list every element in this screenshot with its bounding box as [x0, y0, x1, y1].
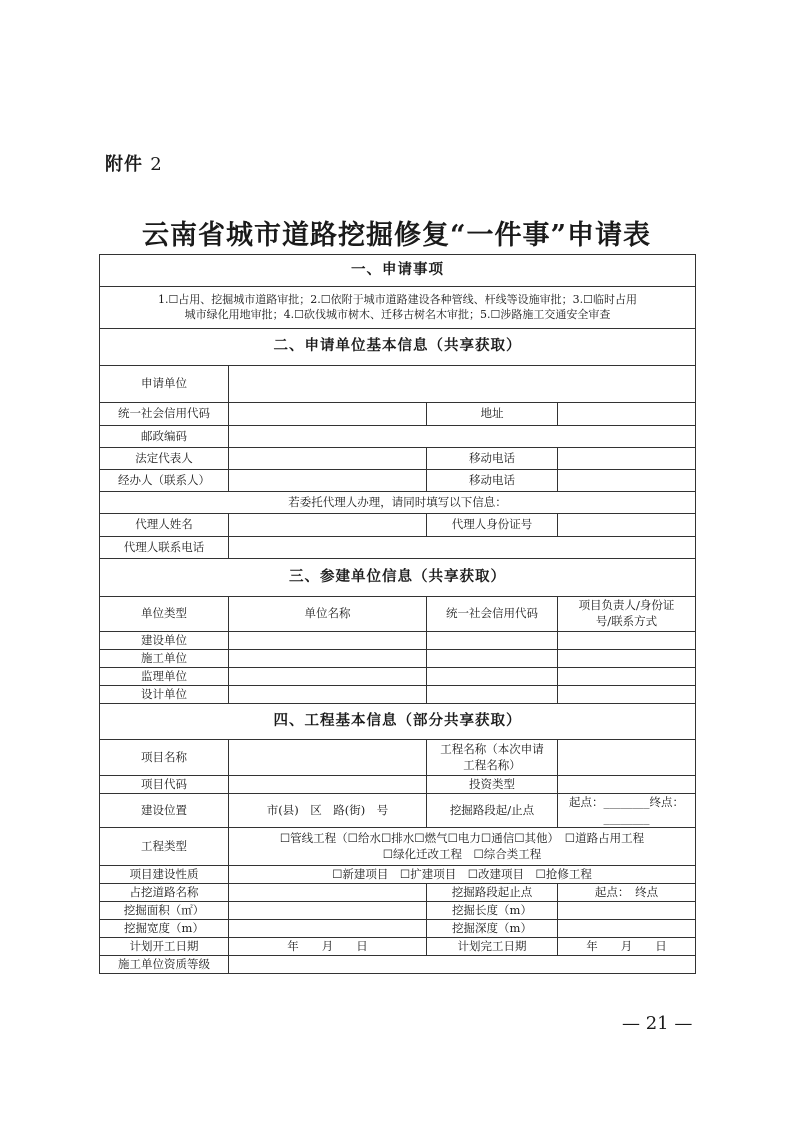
dig-width-field[interactable]	[229, 920, 427, 938]
table-cell[interactable]	[229, 668, 427, 686]
project-code-field[interactable]	[229, 776, 427, 794]
agent-phone-field[interactable]	[229, 537, 696, 559]
agent-name-label: 代理人姓名	[100, 514, 229, 537]
location-field[interactable]: 市(县) 区 路(街) 号	[229, 794, 427, 828]
row-construction-unit: 建设单位	[100, 632, 229, 650]
dig-depth-field[interactable]	[558, 920, 696, 938]
attachment-label: 附件 2	[105, 154, 163, 175]
table-cell[interactable]	[229, 650, 427, 668]
table-cell[interactable]	[427, 686, 558, 704]
table-cell[interactable]	[229, 632, 427, 650]
project-name-field[interactable]	[229, 740, 427, 776]
nature-options[interactable]: ☐新建项目 ☐扩建项目 ☐改建项目 ☐抢修工程	[229, 866, 696, 884]
application-items-options[interactable]: 1.☐占用、挖掘城市道路审批；2.☐依附于城市道路建设各种管线、杆线等设施审批；3.☐临时占用 城市绿化用地审批；4.☐砍伐城市树木、迁移古树名木审批；5.☐涉路施工交通安全审查	[100, 287, 696, 329]
table-cell[interactable]	[558, 632, 696, 650]
credit-code-label: 统一社会信用代码	[100, 403, 229, 426]
handler-field[interactable]	[229, 470, 427, 492]
dig-area-label: 挖掘面积（㎡）	[100, 902, 229, 920]
dig-area-field[interactable]	[229, 902, 427, 920]
plan-start-label: 计划开工日期	[100, 938, 229, 956]
dig-depth-label: 挖掘深度（m）	[427, 920, 558, 938]
form-title: 云南省城市道路挖掘修复“一件事”申请表	[141, 220, 652, 251]
page-number: — 21 —	[622, 1013, 693, 1034]
table-cell[interactable]	[427, 650, 558, 668]
section4-heading: 四、工程基本信息（部分共享获取）	[100, 704, 696, 740]
occupied-road-label: 占挖道路名称	[100, 884, 229, 902]
row-supervision-unit: 监理单位	[100, 668, 229, 686]
table-cell[interactable]	[558, 668, 696, 686]
dig-length-label: 挖掘长度（m）	[427, 902, 558, 920]
agent-id-label: 代理人身份证号	[427, 514, 558, 537]
dig-width-label: 挖掘宽度（m）	[100, 920, 229, 938]
agent-name-field[interactable]	[229, 514, 427, 537]
investment-type-field[interactable]	[558, 776, 696, 794]
application-form-table	[99, 254, 696, 974]
row-design-unit: 设计单位	[100, 686, 229, 704]
address-field[interactable]	[558, 403, 696, 426]
address-label: 地址	[427, 403, 558, 426]
engineering-name-label: 工程名称（本次申请 工程名称）	[427, 740, 558, 776]
row-contractor-unit: 施工单位	[100, 650, 229, 668]
engineering-name-field[interactable]	[558, 740, 696, 776]
postal-code-field[interactable]	[229, 426, 696, 448]
investment-type-label: 投资类型	[427, 776, 558, 794]
agent-id-field[interactable]	[558, 514, 696, 537]
location-label: 建设位置	[100, 794, 229, 828]
col-unit-name: 单位名称	[229, 597, 427, 632]
table-cell[interactable]	[558, 686, 696, 704]
table-cell[interactable]	[229, 686, 427, 704]
table-cell[interactable]	[427, 668, 558, 686]
dig-length-field[interactable]	[558, 902, 696, 920]
handler-label: 经办人（联系人）	[100, 470, 229, 492]
qualification-label: 施工单位资质等级	[100, 956, 229, 974]
legal-rep-field[interactable]	[229, 448, 427, 470]
table-cell[interactable]	[558, 650, 696, 668]
handler-mobile-field[interactable]	[558, 470, 696, 492]
plan-end-field[interactable]: 年 月 日	[558, 938, 696, 956]
eng-type-options[interactable]: ☐管线工程（☐给水☐排水☐燃气☐电力☐通信☐其他） ☐道路占用工程 ☐绿化迁改工程 ☐综合类工程	[229, 828, 696, 866]
legal-rep-label: 法定代表人	[100, 448, 229, 470]
handler-mobile-label: 移动电话	[427, 470, 558, 492]
eng-type-label: 工程类型	[100, 828, 229, 866]
dig-section-field[interactable]: 起点：________终点： ________	[558, 794, 696, 828]
col-contact: 项目负责人/身份证 号/联系方式	[558, 597, 696, 632]
nature-label: 项目建设性质	[100, 866, 229, 884]
credit-code-field[interactable]	[229, 403, 427, 426]
col-unit-type: 单位类型	[100, 597, 229, 632]
occupied-road-field[interactable]	[229, 884, 427, 902]
applicant-unit-field[interactable]	[229, 366, 696, 403]
legal-rep-mobile-label: 移动电话	[427, 448, 558, 470]
section2-heading: 二、申请单位基本信息（共享获取）	[100, 329, 696, 366]
plan-end-label: 计划完工日期	[427, 938, 558, 956]
agent-note: 若委托代理人办理，请同时填写以下信息：	[100, 492, 696, 514]
dig-section-label: 挖掘路段起/止点	[427, 794, 558, 828]
dig-start-end-field[interactable]: 起点： 终点	[558, 884, 696, 902]
dig-start-end-label: 挖掘路段起止点	[427, 884, 558, 902]
section3-heading: 三、参建单位信息（共享获取）	[100, 559, 696, 597]
applicant-unit-label: 申请单位	[100, 366, 229, 403]
agent-phone-label: 代理人联系电话	[100, 537, 229, 559]
col-credit-code: 统一社会信用代码	[427, 597, 558, 632]
qualification-field[interactable]	[229, 956, 696, 974]
postal-code-label: 邮政编码	[100, 426, 229, 448]
plan-start-field[interactable]: 年 月 日	[229, 938, 427, 956]
section1-heading: 一、申请事项	[100, 255, 696, 287]
project-code-label: 项目代码	[100, 776, 229, 794]
table-cell[interactable]	[427, 632, 558, 650]
project-name-label: 项目名称	[100, 740, 229, 776]
legal-rep-mobile-field[interactable]	[558, 448, 696, 470]
